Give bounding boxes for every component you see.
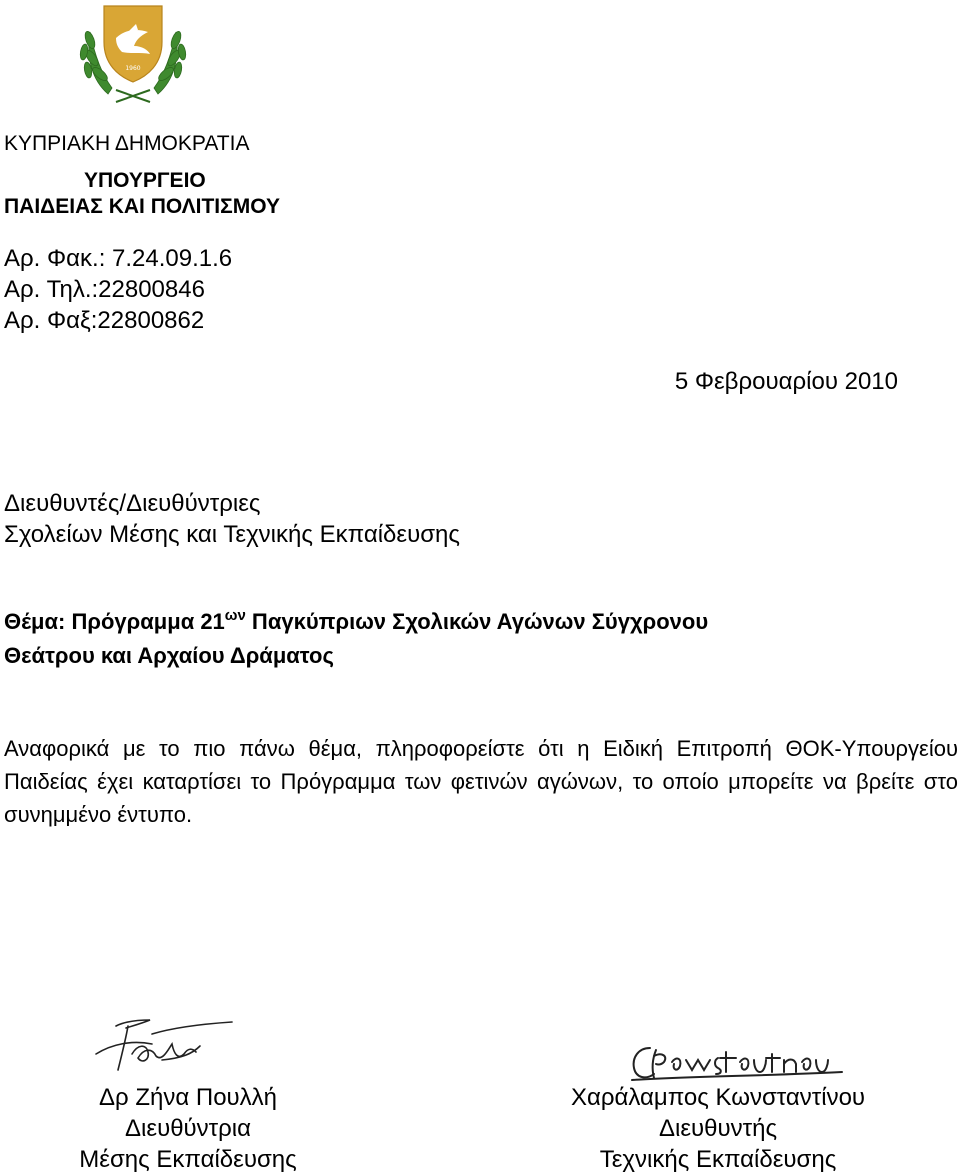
- body-paragraph: Αναφορικά με το πιο πάνω θέμα, πληροφορείστε ότι η Ειδική Επιτροπή ΘΟΚ-Υπουργείου Παιδείας έχει καταρτίσει το Πρόγραμμα των φετινών αγώνων, το οποίο μπορείτε να βρείτε στο συνημμένο έντυπο.: [4, 736, 958, 827]
- signatory-1-department: Μέσης Εκπαίδευσης: [79, 1146, 297, 1173]
- letter-date: 5 Φεβρουαρίου 2010: [674, 368, 898, 395]
- file-number: Αρ. Φακ.: 7.24.09.1.6: [4, 245, 233, 272]
- subject-line2: Θεάτρου και Αρχαίου Δράματος: [4, 643, 334, 668]
- signatory-2-title: Διευθυντής: [658, 1115, 778, 1142]
- recipients-line2: Σχολείων Μέσης και Τεχνικής Εκπαίδευσης: [4, 521, 460, 548]
- subject-prefix: Θέμα: Πρόγραμμα 21: [4, 609, 225, 634]
- handwritten-signature-icon: [628, 1036, 848, 1086]
- signatory-1-name: Δρ Ζήνα Πουλλή: [98, 1084, 278, 1111]
- ministry-name-line1: ΥΠΟΥΡΓΕΙΟ: [84, 169, 206, 192]
- signatory-2: [548, 1082, 888, 1175]
- signatory-2-department: Τεχνικής Εκπαίδευσης: [599, 1146, 837, 1173]
- recipients-line1: Διευθυντές/Διευθύντριες: [4, 490, 261, 517]
- fax-number: Αρ. Φαξ:22800862: [4, 307, 205, 334]
- handwritten-signature-icon: [92, 1014, 237, 1076]
- subject-rest: Παγκύπριων Σχολικών Αγώνων Σύγχρονου: [245, 609, 709, 634]
- svg-text:1960: 1960: [125, 65, 141, 72]
- telephone-number: Αρ. Τηλ.:22800846: [4, 276, 205, 303]
- ministry-name-line2: ΠΑΙΔΕΙΑΣ ΚΑΙ ΠΟΛΙΤΙΣΜΟΥ: [4, 195, 280, 218]
- subject-line1: [4, 606, 708, 638]
- signatory-2-name: Χαράλαμπος Κωνσταντίνου: [570, 1084, 866, 1111]
- signatory-1: [58, 1082, 318, 1175]
- subject-superscript: ων: [224, 607, 246, 624]
- signatory-1-title: Διευθύντρια: [125, 1115, 251, 1142]
- cyprus-coat-of-arms-icon: [78, 2, 188, 104]
- republic-name: ΚΥΠΡΙΑΚΗ ΔΗΜΟΚΡΑΤΙΑ: [4, 132, 250, 155]
